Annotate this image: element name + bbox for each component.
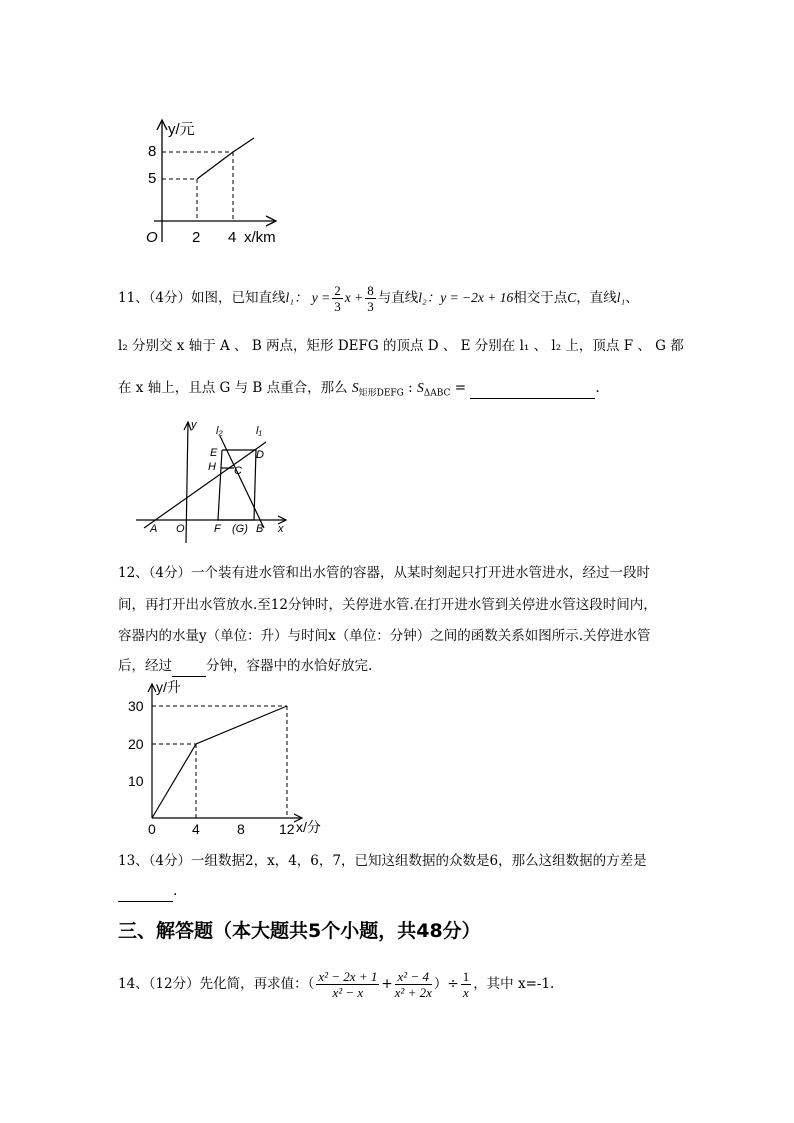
fig2-d: D: [256, 449, 264, 461]
q13-period: .: [173, 883, 178, 899]
section-title-text: 三、解答题（本大题共5个小题，共48分）: [118, 920, 481, 942]
q11-score: （4分）: [148, 290, 192, 306]
fig3-tick-0: 0: [148, 821, 156, 837]
q11-line3: [118, 378, 600, 404]
q12-line1: 12、（4分）一个装有进水管和出水管的容器，从某时刻起只打开进水管进水，经过一段时: [118, 565, 651, 581]
q11-text3: 相交于点: [513, 290, 568, 306]
q11-line3-text: 在 x 轴上，且点 G 与 B 点重合，那么: [118, 380, 352, 396]
fig2-graph: [136, 418, 296, 548]
fig3-tick-20: 20: [128, 736, 144, 752]
q14-plus: +: [381, 976, 393, 992]
q12-line4: [118, 656, 372, 677]
q11-eq2: y = −2x + 16: [440, 290, 514, 305]
fig2-b: B: [256, 523, 264, 535]
q14-frac-a: $\frac{\text{x² − 2x + 1}}{\text{x² − x}}$: [318, 969, 378, 1000]
fig2-l2: l₂: [216, 425, 223, 437]
q14-frac-b: $\frac{\text{x² − 4}}{\text{x² + 2x}}$: [394, 969, 432, 1000]
q14-line1: [118, 962, 554, 1006]
fig2-y-axis: [186, 422, 188, 543]
q11-eq1-y: y =: [311, 290, 331, 305]
q14-frac-c: $\frac{1}{x}$: [462, 969, 470, 1000]
q11-point-c: C: [567, 290, 577, 305]
q11-colon: :: [403, 380, 417, 396]
fig3-tick-12: 12: [279, 821, 295, 837]
fig1-graph-line: [197, 138, 254, 179]
fig2-o: O: [176, 523, 185, 535]
q11-eq1-x: x +: [344, 290, 364, 305]
fig1-ylabel: y/元: [168, 121, 195, 138]
q14-divide: ）÷: [433, 976, 459, 992]
q12-answer-blank[interactable]: [172, 656, 206, 677]
fig2-a: A: [150, 523, 158, 535]
fig1-graph: [136, 112, 296, 252]
fig2-c: C: [234, 465, 242, 477]
q12-line3: 容器内的水量y（单位：升）与时间x（单位：分钟）之间的函数关系如图所示.关停进水管: [118, 628, 651, 644]
fig1-tick-4: 4: [228, 229, 237, 246]
q11-l2: l₂：: [418, 290, 441, 305]
q11-s1-sub: 矩形DEFG: [358, 388, 404, 399]
fig1-tick-8: 8: [148, 143, 157, 160]
q11-text2: 与直线: [377, 290, 419, 306]
fig3-tick-10: 10: [128, 773, 144, 789]
fig2-x: x: [278, 523, 284, 535]
fig2-g: (G): [232, 523, 248, 535]
q11-l1b: l₁: [616, 290, 626, 305]
fig1-tick-2: 2: [192, 229, 201, 246]
section-title: [118, 916, 481, 943]
q11-text4: ，直线: [576, 290, 617, 306]
fig3-ylabel: y/升: [156, 679, 181, 695]
fig2-line-l1: [144, 442, 266, 528]
fig2-l1: l₁: [256, 425, 262, 437]
q12-line4-tail: 分钟，容器中的水恰好放完.: [206, 658, 373, 674]
q12-line2: 间，再打开出水管放水.至12分钟时，关停进水管.在打开进水管到关停进水管这段时间内，: [118, 597, 657, 613]
q14-tail: ，其中 x=-1.: [473, 976, 555, 992]
q12-line4-lead: 后，经过: [118, 658, 172, 674]
q11-l1: l₁：: [285, 290, 308, 305]
q14-lead: 14、（12分）先化简，再求值：（: [118, 976, 315, 992]
q13-line1: 13、（4分）一组数据2，x，4，6，7，已知这组数据的众数是6，那么这组数据的方差是: [118, 853, 647, 869]
fig2-h: H: [208, 461, 216, 473]
fig3-xlabel: x/分: [296, 819, 321, 835]
q11-sep: 、: [625, 290, 639, 306]
q13-line2: [118, 881, 177, 902]
q11-number: 11、: [118, 290, 149, 306]
q11-s1: S: [351, 380, 359, 395]
q11-frac-2-3: $\frac{2}{3}$: [334, 283, 341, 314]
fig2-f: F: [214, 523, 221, 535]
fig1-tick-5: 5: [148, 170, 157, 187]
q13-answer-blank[interactable]: [118, 881, 173, 902]
fig3-graph-line: [152, 706, 287, 818]
fig1-xlabel: x/km: [244, 229, 276, 246]
q11-frac-8-3: $\frac{8}{3}$: [367, 283, 374, 314]
fig3-graph: [124, 678, 334, 838]
fig3-tick-8: 8: [237, 821, 245, 837]
fig2-e: E: [210, 447, 218, 459]
q11-text: 如图，已知直线: [191, 290, 286, 306]
q11-equals: =: [450, 380, 471, 396]
fig3-tick-30: 30: [128, 698, 144, 714]
q11-s2: S: [416, 380, 424, 395]
fig2-rectangle: [218, 450, 256, 520]
q11-line2: l₂ 分别交 x 轴于 A 、 B 两点，矩形 DEFG 的顶点 D 、 E 分别在 l₁ 、 l₂ 上，顶点 F 、 G 都: [118, 338, 684, 354]
q11-line1: [118, 283, 639, 314]
fig1-origin: O: [146, 229, 158, 246]
q11-s2-sub: ΔABC: [423, 388, 451, 399]
q11-answer-blank[interactable]: [470, 378, 595, 399]
fig3-tick-4: 4: [192, 821, 200, 837]
fig2-y: y: [191, 419, 197, 431]
q11-period: .: [595, 380, 600, 396]
